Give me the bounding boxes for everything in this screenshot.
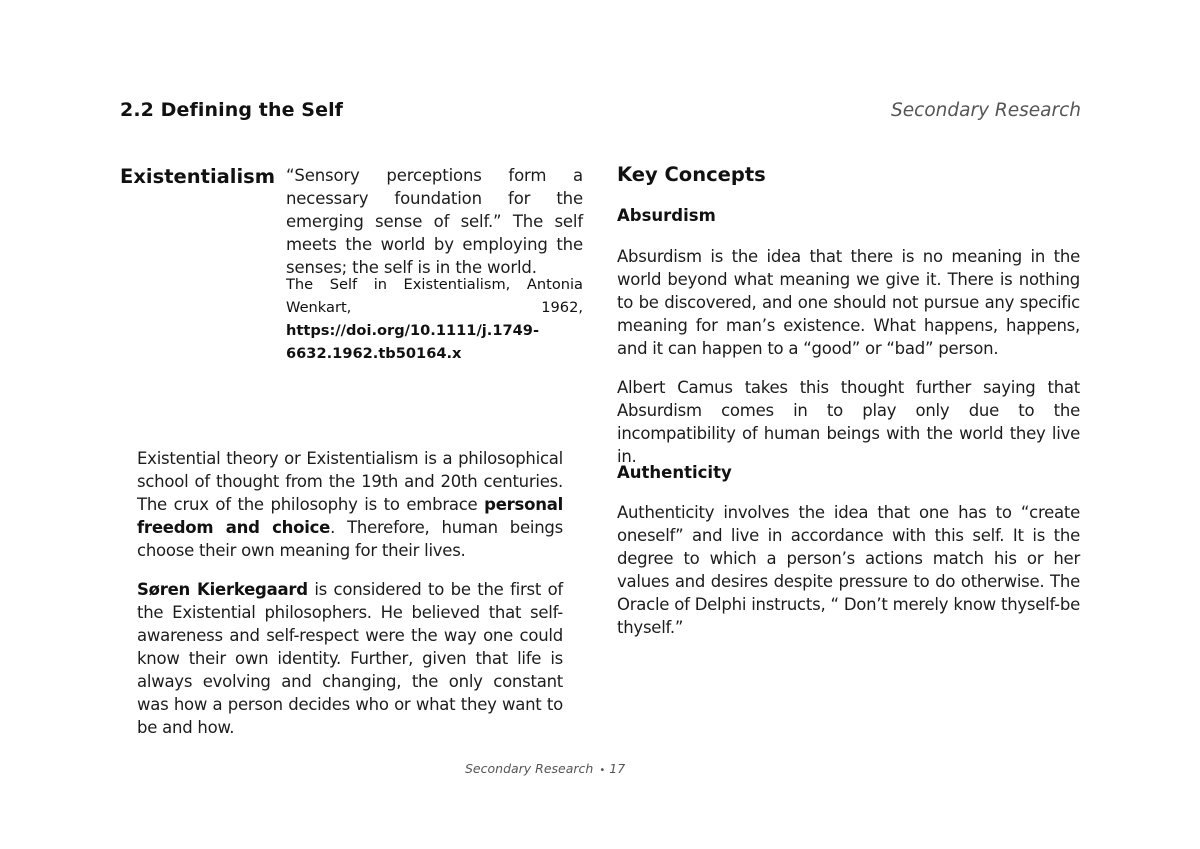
- page-number: 17: [609, 761, 626, 776]
- paragraph-text: is considered to be the first of the Existential philosophers. He believed that self-awareness and self-respect were the way one could know their own identity. Further, given that life is always evolving and changing, the only constant was how a person decides who or what they want to be and how.: [137, 580, 563, 737]
- existentialism-paragraph-2: [137, 578, 563, 739]
- authenticity-heading: Authenticity: [617, 463, 732, 482]
- paragraph-text: Existential theory or Existentialism is a philosophical school of thought from the 19th and 20th centuries. The crux of the philosophy is to embrace: [137, 449, 563, 514]
- existentialism-heading: Existentialism: [120, 165, 276, 188]
- pull-quote: “Sensory perceptions form a necessary foundation for the emerging sense of self.” The self meets the world by employing the senses; the self is in the world.: [286, 166, 583, 277]
- existentialism-paragraph-1: [137, 447, 563, 562]
- footer-label: Secondary Research: [465, 761, 594, 776]
- footer-separator: •: [599, 765, 606, 776]
- emphasis-text: personal freedom and choice: [137, 495, 563, 537]
- authenticity-paragraph: Authenticity involves the idea that one has to “create oneself” and live in accordance with this self. It is the degree to which a person’s actions match his or her values and desires despite pressure to do otherwise. The Oracle of Delphi instructs, “ Don’t merely know thyself-be thyself.”: [617, 503, 1080, 637]
- absurdism-heading: Absurdism: [617, 206, 716, 225]
- section-title: 2.2 Defining the Self: [120, 99, 344, 121]
- paragraph-text: . Therefore, human beings choose their own meaning for their lives.: [137, 518, 563, 560]
- citation-doi-link[interactable]: https://doi.org/10.1111/j.1749-6632.1962.tb50164.x: [286, 322, 540, 362]
- absurdism-paragraph-2: Albert Camus takes this thought further saying that Absurdism comes in to play only due to the incompatibility of human beings with the world they live in.: [617, 378, 1080, 466]
- person-name: Søren Kierkegaard: [137, 580, 308, 599]
- citation-text: The Self in Existentialism, Antonia Wenkart, 1962,: [286, 276, 583, 316]
- absurdism-paragraph-1: Absurdism is the idea that there is no meaning in the world beyond what meaning we give it. There is nothing to be discovered, and one should not pursue any specific meaning for man’s existence. What happens, happens, and it can happen to a “good” or “bad” person.: [617, 247, 1080, 358]
- key-concepts-heading: Key Concepts: [617, 163, 766, 186]
- running-head: Secondary Research: [891, 100, 1081, 121]
- citation: [286, 273, 583, 365]
- page-footer: [465, 761, 625, 776]
